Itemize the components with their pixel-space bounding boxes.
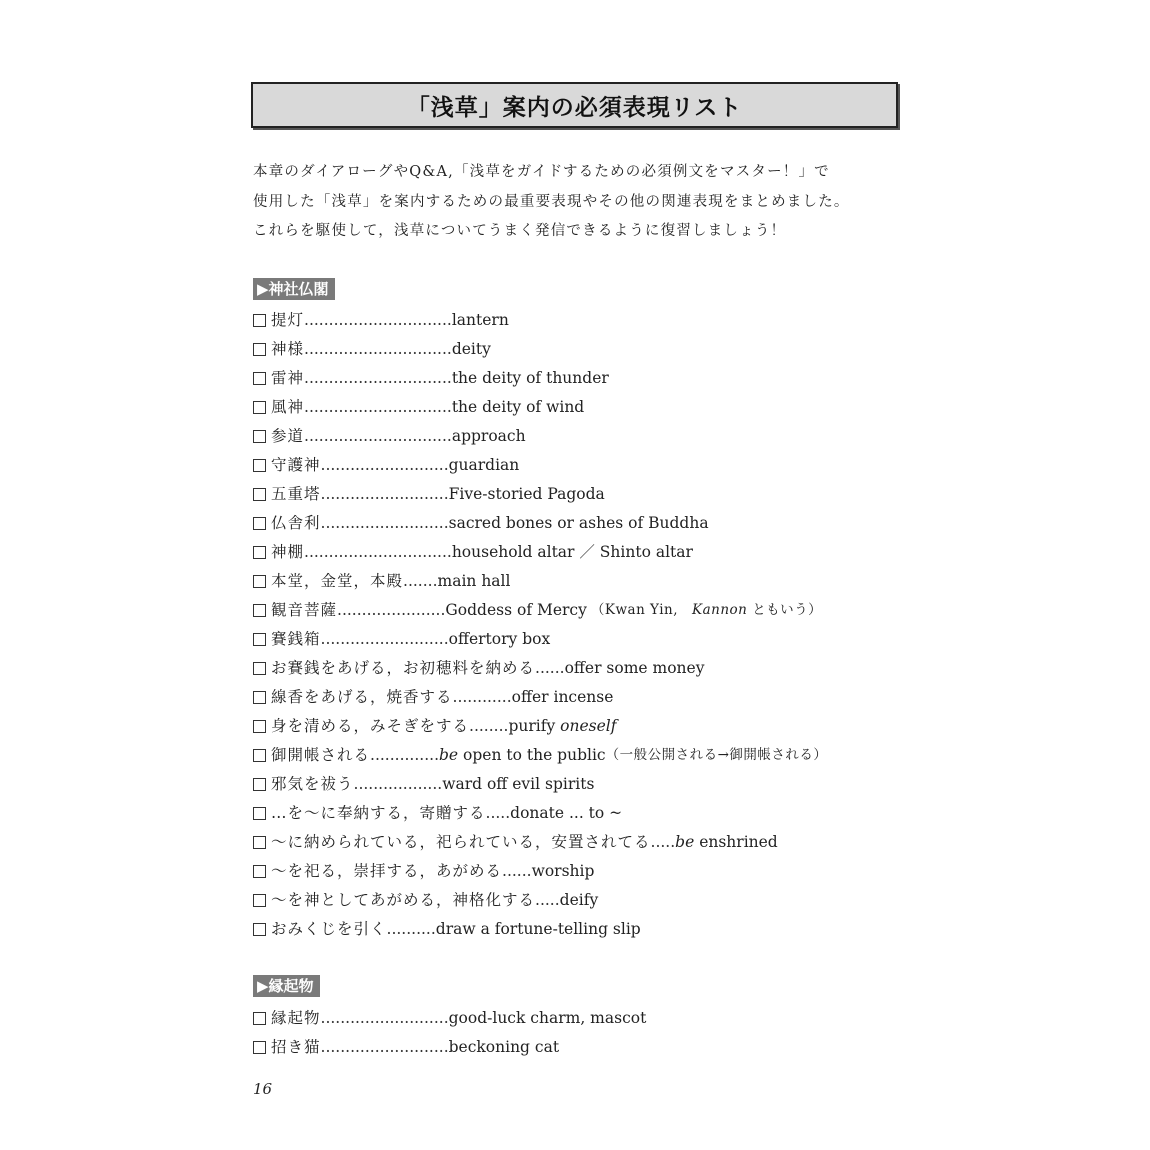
english-term	[449, 625, 551, 654]
english-term	[449, 480, 605, 509]
japanese-term: 守護神	[271, 456, 321, 474]
english-text: deity	[451, 340, 491, 358]
english-term	[439, 741, 606, 770]
vocab-item	[253, 915, 827, 944]
english-text: household altar ／ Shinto altar	[451, 543, 693, 561]
vocab-item	[253, 335, 827, 364]
leader-dots: ............	[452, 688, 512, 706]
japanese-term: 風神	[271, 398, 305, 416]
leader-dots: ......	[502, 862, 532, 880]
vocab-item	[253, 422, 827, 451]
english-term	[565, 654, 705, 683]
leader-dots: ..........................	[320, 630, 449, 648]
english-term	[449, 1033, 559, 1062]
english-term	[508, 712, 616, 741]
checkbox-icon[interactable]	[253, 604, 266, 617]
english-text: offertory box	[448, 630, 551, 648]
japanese-term: …を～に奉納する，寄贈する	[271, 804, 486, 822]
vocab-item	[253, 741, 827, 770]
checkbox-icon[interactable]	[253, 749, 266, 762]
checkbox-icon[interactable]	[253, 662, 266, 675]
vocab-list-lucky-charms	[253, 1004, 646, 1062]
leader-dots: ..............................	[304, 398, 452, 416]
english-term	[452, 364, 609, 393]
checkbox-icon[interactable]	[253, 807, 266, 820]
vocab-item	[253, 1004, 646, 1033]
english-text: guardian	[448, 456, 520, 474]
annotation-note: （一般公開される→御開帳される）	[605, 747, 828, 763]
intro-paragraph	[253, 158, 923, 247]
checkbox-icon[interactable]	[253, 401, 266, 414]
japanese-term: 仏舎利	[271, 514, 321, 532]
section-heading-shrines: ▶神社仏閣	[253, 278, 335, 300]
checkbox-icon[interactable]	[253, 314, 266, 327]
intro-line: 本章のダイアローグやQ&A,「浅草をガイドするための必須例文をマスター！」で	[253, 164, 830, 180]
checkbox-icon[interactable]	[253, 720, 266, 733]
leader-dots: ..........................	[320, 485, 449, 503]
leader-dots: ..........	[386, 920, 436, 938]
leader-dots: ..........................	[320, 514, 449, 532]
english-text: worship	[531, 862, 595, 880]
checkbox-icon[interactable]	[253, 691, 266, 704]
vocab-item	[253, 886, 827, 915]
vocab-item	[253, 1033, 646, 1062]
english-italic-text: be	[439, 746, 459, 764]
checkbox-icon[interactable]	[253, 372, 266, 385]
english-text: Five-storied Pagoda	[448, 485, 605, 503]
japanese-term: 雷神	[271, 369, 305, 387]
leader-dots: ..............................	[304, 340, 452, 358]
english-text: beckoning cat	[448, 1038, 560, 1056]
checkbox-icon[interactable]	[253, 894, 266, 907]
checkbox-icon[interactable]	[253, 836, 266, 849]
vocab-item	[253, 306, 827, 335]
leader-dots: ..............................	[304, 543, 452, 561]
english-text: offer some money	[564, 659, 705, 677]
english-term	[452, 393, 584, 422]
leader-dots: .....	[485, 804, 511, 822]
japanese-term: お賽銭をあげる，お初穂料を納める	[271, 659, 536, 677]
note-text: （Kwan Yin,	[590, 602, 679, 618]
checkbox-icon[interactable]	[253, 1012, 266, 1025]
english-text: open to the public	[458, 746, 606, 764]
english-term	[438, 567, 511, 596]
note-text: ともいう）	[752, 602, 823, 618]
japanese-term: ～を祀る，崇拝する，あがめる	[271, 862, 503, 880]
vocab-item	[253, 451, 827, 480]
english-text: draw a fortune-telling slip	[435, 920, 641, 938]
leader-dots: ..........................	[320, 456, 449, 474]
japanese-term: 本堂，金堂，本殿	[271, 572, 404, 590]
leader-dots: ..............................	[304, 311, 452, 329]
english-term	[445, 596, 586, 625]
english-text: sacred bones or ashes of Buddha	[448, 514, 709, 532]
leader-dots: ..................	[353, 775, 443, 793]
vocab-item	[253, 712, 827, 741]
english-italic-text: be	[675, 833, 695, 851]
leader-dots: .......	[403, 572, 438, 590]
japanese-term: 縁起物	[271, 1009, 321, 1027]
vocab-item	[253, 480, 827, 509]
vocab-list-shrines	[253, 306, 827, 944]
checkbox-icon[interactable]	[253, 517, 266, 530]
vocab-item	[253, 393, 827, 422]
japanese-term: 招き猫	[271, 1038, 321, 1056]
checkbox-icon[interactable]	[253, 633, 266, 646]
japanese-term: 神棚	[271, 543, 305, 561]
english-text: lantern	[451, 311, 509, 329]
checkbox-icon[interactable]	[253, 430, 266, 443]
leader-dots: ..........................	[320, 1038, 449, 1056]
english-term	[449, 451, 520, 480]
english-text: Goddess of Mercy	[445, 601, 587, 619]
english-italic-text: oneself	[560, 717, 617, 735]
english-text: enshrined	[694, 833, 778, 851]
checkbox-icon[interactable]	[253, 546, 266, 559]
leader-dots: ..............................	[304, 369, 452, 387]
japanese-term: ～に納められている，祀られている，安置されてる	[271, 833, 651, 851]
vocab-item	[253, 364, 827, 393]
english-text: main hall	[437, 572, 511, 590]
vocab-item	[253, 770, 827, 799]
japanese-term: 神様	[271, 340, 305, 358]
english-text: deify	[559, 891, 599, 909]
english-term	[532, 857, 595, 886]
leader-dots: ......................	[337, 601, 446, 619]
english-term	[452, 422, 526, 451]
english-text: donate ... to ~	[510, 804, 623, 822]
intro-line: これらを駆使して，浅草についてうまく発信できるように復習しましょう！	[253, 223, 787, 239]
vocab-item	[253, 596, 827, 625]
english-term	[442, 770, 594, 799]
vocab-item	[253, 799, 827, 828]
checkbox-icon[interactable]	[253, 575, 266, 588]
vocab-item	[253, 654, 827, 683]
vocab-item	[253, 538, 827, 567]
title-box	[251, 82, 898, 128]
japanese-term: 観音菩薩	[271, 601, 338, 619]
japanese-term: 賽銭箱	[271, 630, 321, 648]
leader-dots: .....	[650, 833, 676, 851]
english-term	[449, 509, 709, 538]
page-title: 「浅草」案内の必須表現リスト	[406, 94, 743, 121]
checkbox-icon[interactable]	[253, 459, 266, 472]
english-text: approach	[451, 427, 526, 445]
leader-dots: ......	[535, 659, 565, 677]
vocab-item	[253, 625, 827, 654]
checkbox-icon[interactable]	[253, 1041, 266, 1054]
japanese-term: 参道	[271, 427, 305, 445]
english-term	[560, 886, 599, 915]
japanese-term: 御開帳される	[271, 746, 371, 764]
english-text: offer incense	[511, 688, 614, 706]
japanese-term: 提灯	[271, 311, 305, 329]
english-text: ward off evil spirits	[442, 775, 595, 793]
english-text: the deity of wind	[451, 398, 585, 416]
note-italic-text: Kannon	[692, 602, 748, 618]
checkbox-icon[interactable]	[253, 865, 266, 878]
english-term	[452, 306, 509, 335]
english-text: good-luck charm, mascot	[448, 1009, 647, 1027]
english-text: purify	[508, 717, 561, 735]
english-term	[510, 799, 622, 828]
page-number: 16	[253, 1080, 273, 1098]
english-text: the deity of thunder	[451, 369, 609, 387]
japanese-term: ～を神としてあがめる，神格化する	[271, 891, 536, 909]
leader-dots: ........	[469, 717, 509, 735]
vocab-item	[253, 828, 827, 857]
english-term	[452, 335, 491, 364]
leader-dots: .....	[535, 891, 560, 909]
vocab-item	[253, 683, 827, 712]
english-term	[452, 538, 693, 567]
japanese-term: 邪気を祓う	[271, 775, 354, 793]
checkbox-icon[interactable]	[253, 343, 266, 356]
section-heading-lucky-charms: ▶縁起物	[253, 975, 320, 997]
english-term	[436, 915, 641, 944]
english-term	[512, 683, 614, 712]
japanese-term: おみくじを引く	[271, 920, 387, 938]
checkbox-icon[interactable]	[253, 488, 266, 501]
english-term	[449, 1004, 647, 1033]
leader-dots: ..............	[370, 746, 439, 764]
checkbox-icon[interactable]	[253, 778, 266, 791]
leader-dots: ..........................	[320, 1009, 449, 1027]
intro-line: 使用した「浅草」を案内するための最重要表現やその他の関連表現をまとめました。	[253, 193, 850, 210]
japanese-term: 五重塔	[271, 485, 321, 503]
annotation-note	[591, 596, 822, 625]
checkbox-icon[interactable]	[253, 923, 266, 936]
japanese-term: 線香をあげる，焼香する	[271, 688, 453, 706]
english-term	[675, 828, 778, 857]
vocab-item	[253, 509, 827, 538]
vocab-item	[253, 857, 827, 886]
vocab-item	[253, 567, 827, 596]
japanese-term: 身を清める，みそぎをする	[271, 717, 470, 735]
leader-dots: ..............................	[304, 427, 452, 445]
